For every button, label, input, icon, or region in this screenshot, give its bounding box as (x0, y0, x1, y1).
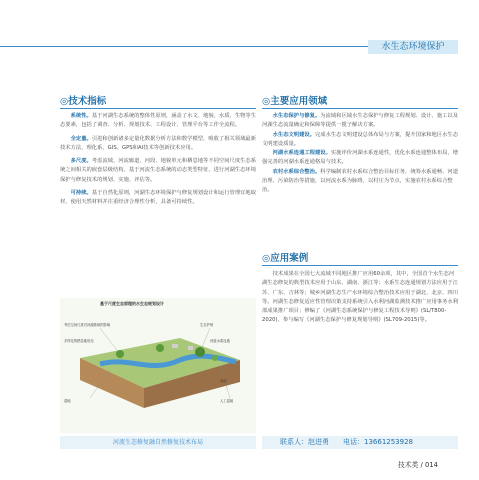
diagram-label-connectivity: 河道水系连通 (210, 339, 230, 343)
tech-indicators-body (60, 112, 256, 212)
diagram-label-scale: 考虑空间尺度对河湖系统的影响 (64, 323, 111, 327)
application-fields-body (262, 112, 458, 196)
left-heading-rule (60, 108, 256, 109)
paragraph-sustainable: 可持续。基于自然化原则，河湖生态环境保护与修复规划设计和运行管理宜地取材，使用天然材料并注重经济合理性分析，具备可持续性。 (60, 190, 257, 206)
diagram-label-habitat: 多样化的栖息地形态 (64, 339, 94, 343)
application-fields-heading: ◎主要应用领域 (262, 96, 328, 107)
contact-info: 联系人：赵进勇 电话：13661253928 (280, 438, 413, 446)
field-item: 水生态文明建设。完成水生态文明建设总体布局与方案，提升国家和地区水生态文明建设质量。 (262, 131, 459, 147)
header-rule (0, 46, 372, 47)
river-ecology-diagram (60, 298, 256, 433)
diagram-label-artificial-wetland: 人工湿地 (220, 399, 234, 403)
field-item: 河湖水系连通工程建设。实施评价河湖水系连通性，优化水系连通整体布局，增强完善的河湖水系连通格局与技术。 (262, 150, 459, 166)
diagram-label-slope: 生态护坡 (200, 323, 214, 327)
cases-heading-rule (262, 265, 458, 266)
right-heading-rule (262, 108, 458, 109)
header-section-label: 水生态环境保护 (368, 40, 458, 54)
diagram-title: 基于尺度生态原理的水生态规划设计 (100, 301, 164, 306)
tech-indicators-heading: ◎技术指标 (60, 96, 107, 107)
page-footer: 技术类 / 014 (398, 461, 438, 469)
figure-caption: 河流生态修复融自然修复技术布局 (60, 436, 256, 449)
paragraph-quantitative: 全定量。引进和创新诸多定量化数据分析方法和数学模型，吸收了相关领域最新技术方法，理化系、GIS、GPS和AI技术等创新技术应用。 (60, 135, 257, 151)
diagram-label-water-quality: 水质 (220, 379, 227, 383)
application-cases-heading: ◎应用案例 (262, 253, 309, 264)
paragraph-multiscale: 多尺度。考虑流域、河流廊道、河段、地貌单元和栖息地等不同空间尺度生态系统之间相关的嵌套层级结构，基于河流生态系统的动态类型特征，进行河湖生态环境保护与修复技术的规划、实施、评估等。 (60, 158, 257, 183)
diagram-label-wetland: 湿地 (64, 399, 71, 403)
contact-box (262, 436, 458, 449)
field-item: 农村水系综合整治。科学编制农村水系综合整治目标任务，统筹水系通畅、河道治理、污染防治等措施，以河流水系为脉络，以村庄为节点，实施农村水系综合整治。 (262, 168, 459, 194)
paragraph-systematic: 系统性。基于河湖生态系统的整体性原则，涵盖了水文、地貌、水质、生物等生态要素，包括了调查、分析、规划技术、工程设计、管理平台等工作全流程。 (60, 113, 257, 129)
cases-body (262, 270, 458, 326)
cases-paragraph: 技术成果在全国七大流域不同地区推广应用60余项，其中，全国首个水生态河湖生态修复的典型技术应用于山东、湖南、浙江等；水系生态连通规划方法应用于江苏、广东、吉林等；城乡河湖生态生产水环境综合整治技术应用于湖北、北京、四川等。河湖生态修复适应性管理决策支持系统引入水利河湖监测技术推广应用事务水利部成果推广项目；修编了《河湖生态系统保护与修复工程技术导则》(SL/T800-2020)、参与编写《河湖生态保护与修复规划导则》(SL709-2015)等。 (262, 271, 458, 324)
field-item: 水生态保护与修复。为流域和区域水生态保护与修复工程规划、设计、施工以及河湖生态流量确定和保障等提供一揽子解决方案。 (262, 113, 459, 129)
